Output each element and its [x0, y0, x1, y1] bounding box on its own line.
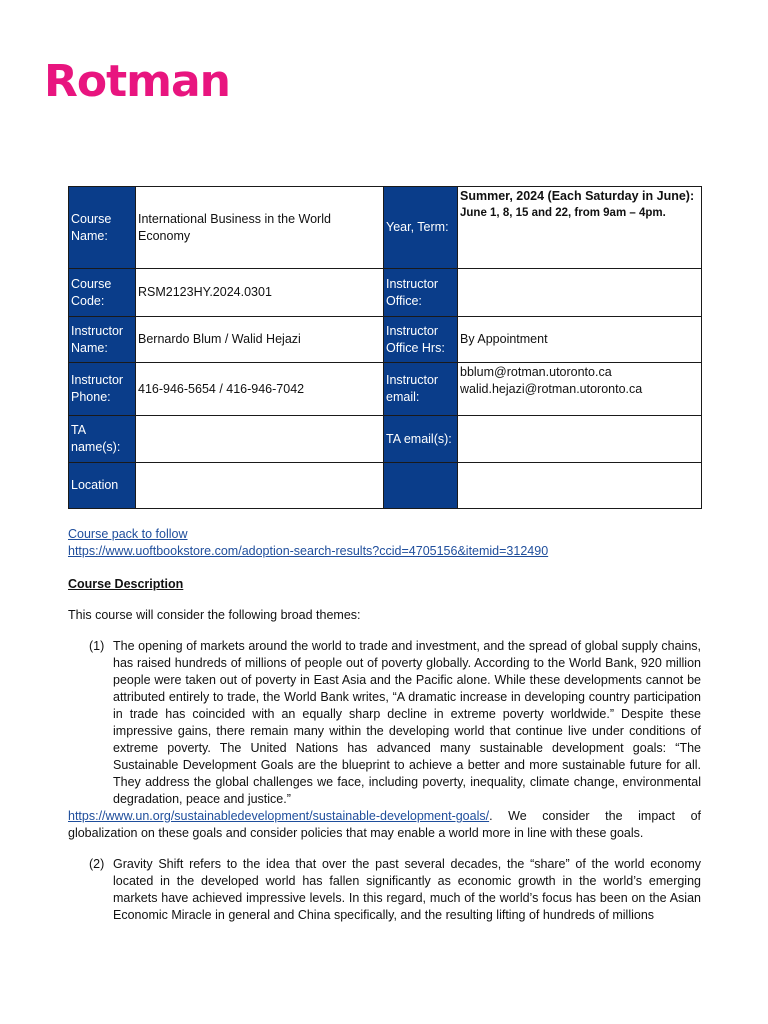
- instructor-email-1: bblum@rotman.utoronto.ca: [460, 365, 612, 379]
- year-term-value: [458, 187, 702, 269]
- instructor-name-value: Bernardo Blum / Walid Hejazi: [136, 317, 384, 363]
- table-row: [69, 269, 702, 317]
- document-body: [68, 526, 701, 924]
- list-item: [68, 856, 701, 924]
- rotman-logo: Rotman: [44, 56, 231, 107]
- table-row: [69, 416, 702, 463]
- course-pack-link[interactable]: Course pack to follow: [68, 527, 188, 541]
- instructor-email-value: [458, 363, 702, 416]
- item-continuation-text: . We consider the impact of globalization on these goals and consider policies that may enable a world more in line with these goals.: [68, 809, 701, 840]
- course-code-value: RSM2123HY.2024.0301: [136, 269, 384, 317]
- item-text: The opening of markets around the world to trade and investment, and the spread of global supply chains, has raised hundreds of millions of people out of poverty globally. According to the World Bank, 920 million people were taken out of poverty in East Asia and the Pacific alone. While these developments cannot be attributed entirely to trade, the World Bank writes, “A dramatic increase in developing country participation in trade has coincided with an equally sharp decline in extreme poverty worldwide.” Despite these impressive gains, there remain many within the developing world that continue live under conditions of extreme poverty. The United Nations has advanced many sustainable development goals: “The Sustainable Development Goals are the blueprint to achieve a better and more sustainable future for all. They address the global challenges we face, including poverty, inequality, climate change, environmental degradation, peace and justice.”: [113, 639, 701, 806]
- item-continuation: [68, 808, 701, 842]
- course-name-value: International Business in the World Economy: [136, 187, 384, 269]
- location-label: Location: [69, 463, 136, 509]
- list-item: [68, 638, 701, 808]
- office-hrs-label: Instructor Office Hrs:: [384, 317, 458, 363]
- instructor-email-2: walid.hejazi@rotman.utoronto.ca: [460, 382, 643, 396]
- location-value: [136, 463, 384, 509]
- bookstore-link[interactable]: https://www.uoftbookstore.com/adoption-search-results?ccid=4705156&itemid=312490: [68, 544, 549, 558]
- table-row: [69, 463, 702, 509]
- instructor-office-value: [458, 269, 702, 317]
- location-extra-value: [458, 463, 702, 509]
- course-description-heading: Course Description: [68, 577, 184, 591]
- year-term-line1: Summer, 2024 (Each Saturday in June):: [460, 189, 695, 203]
- course-name-label: Course Name:: [69, 187, 136, 269]
- ta-emails-value: [458, 416, 702, 463]
- location-spacer: [384, 463, 458, 509]
- instructor-phone-value: 416-946-5654 / 416-946-7042: [136, 363, 384, 416]
- instructor-office-label: Instructor Office:: [384, 269, 458, 317]
- ta-emails-label: TA email(s):: [384, 416, 458, 463]
- intro-text: This course will consider the following broad themes:: [68, 608, 361, 622]
- table-row: [69, 317, 702, 363]
- ta-names-value: [136, 416, 384, 463]
- item-number: (1): [89, 639, 105, 653]
- item-text: Gravity Shift refers to the idea that over the past several decades, the “share” of the world economy located in the developed world has fallen significantly as economic growth in the world’s emerging markets have achieved impressive levels. In this regard, much of the world’s focus has been on the Asian Economic Miracle in general and China specifically, and the resulting lifting of hundreds of millions: [113, 857, 701, 922]
- item-number: (2): [89, 857, 105, 871]
- table-row: [69, 363, 702, 416]
- instructor-email-label: Instructor email:: [384, 363, 458, 416]
- office-hrs-value: By Appointment: [458, 317, 702, 363]
- year-term-label: Year, Term:: [384, 187, 458, 269]
- instructor-phone-label: Instructor Phone:: [69, 363, 136, 416]
- course-info-table: [68, 186, 702, 509]
- un-sdg-link[interactable]: https://www.un.org/sustainabledevelopment/sustainable-development-goals/: [68, 809, 490, 823]
- table-row: [69, 187, 702, 269]
- instructor-name-label: Instructor Name:: [69, 317, 136, 363]
- year-term-line2: June 1, 8, 15 and 22, from 9am – 4pm.: [460, 207, 666, 219]
- ta-names-label: TA name(s):: [69, 416, 136, 463]
- course-code-label: Course Code:: [69, 269, 136, 317]
